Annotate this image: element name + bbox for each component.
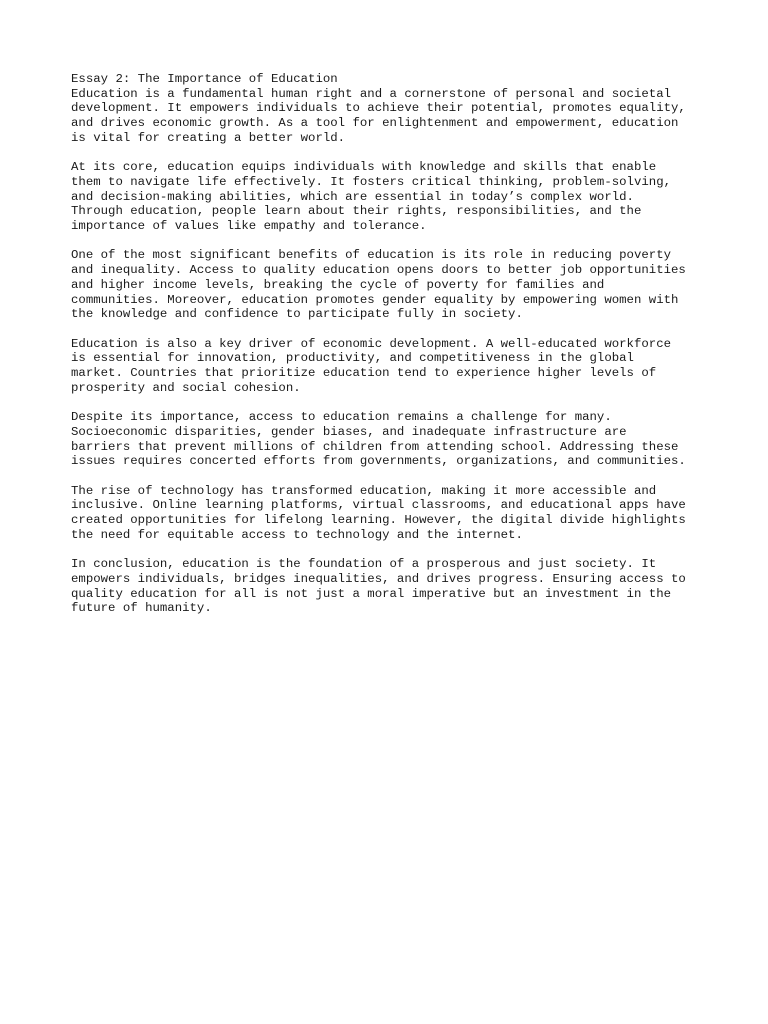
text-line: Education is also a key driver of economic development. A well-educated workforce: [71, 336, 672, 351]
text-line: them to navigate life effectively. It fosters critical thinking, problem-solving,: [71, 174, 672, 189]
paragraph-technology: [71, 484, 711, 543]
text-line: communities. Moreover, education promotes gender equality by empowering women with: [71, 292, 679, 307]
text-line: created opportunities for lifelong learning. However, the digital divide highlights: [71, 513, 686, 528]
paragraph-economy: [71, 337, 711, 396]
text-line: inclusive. Online learning platforms, virtual classrooms, and educational apps have: [71, 498, 686, 513]
paragraph-poverty: [71, 248, 711, 322]
text-line: importance of values like empathy and tolerance.: [71, 219, 427, 234]
paragraph-intro: [71, 87, 711, 146]
paragraph-conclusion: [71, 557, 711, 616]
text-line: market. Countries that prioritize education tend to experience higher levels of: [71, 366, 657, 381]
text-line: In conclusion, education is the foundation of a prosperous and just society. It: [71, 557, 657, 572]
text-line: issues requires concerted efforts from governments, organizations, and communities.: [71, 454, 686, 469]
text-line: Through education, people learn about their rights, responsibilities, and the: [71, 204, 642, 219]
text-line: and higher income levels, breaking the cycle of poverty for families and: [71, 277, 605, 292]
text-line: future of humanity.: [71, 601, 212, 616]
text-line: Education is a fundamental human right and a cornerstone of personal and societal: [71, 86, 672, 101]
paragraph-core: [71, 160, 711, 234]
text-line: and decision-making abilities, which are essential in today’s complex world.: [71, 189, 634, 204]
text-line: prosperity and social cohesion.: [71, 380, 301, 395]
text-line: At its core, education equips individuals with knowledge and skills that enable: [71, 160, 657, 175]
document-title: Essay 2: The Importance of Education: [71, 72, 338, 86]
text-line: Despite its importance, access to education remains a challenge for many.: [71, 410, 612, 425]
text-line: The rise of technology has transformed education, making it more accessible and: [71, 483, 657, 498]
text-line: Socioeconomic disparities, gender biases, and inadequate infrastructure are: [71, 424, 627, 439]
text-line: quality education for all is not just a moral imperative but an investment in the: [71, 586, 672, 601]
text-line: the need for equitable access to technology and the internet.: [71, 527, 523, 542]
text-line: One of the most significant benefits of education is its role in reducing poverty: [71, 248, 672, 263]
text-line: and inequality. Access to quality education opens doors to better job opportunities: [71, 263, 686, 278]
text-line: barriers that prevent millions of children from attending school. Addressing these: [71, 439, 679, 454]
paragraph-challenges: [71, 410, 711, 469]
text-line: is vital for creating a better world.: [71, 130, 346, 145]
text-line: empowers individuals, bridges inequalities, and drives progress. Ensuring access to: [71, 571, 686, 586]
document-page: [71, 72, 711, 631]
text-line: is essential for innovation, productivity, and competitiveness in the global: [71, 351, 634, 366]
text-line: the knowledge and confidence to participate fully in society.: [71, 307, 523, 322]
text-line: and drives economic growth. As a tool for enlightenment and empowerment, education: [71, 116, 679, 131]
text-line: development. It empowers individuals to achieve their potential, promotes equality,: [71, 101, 686, 116]
